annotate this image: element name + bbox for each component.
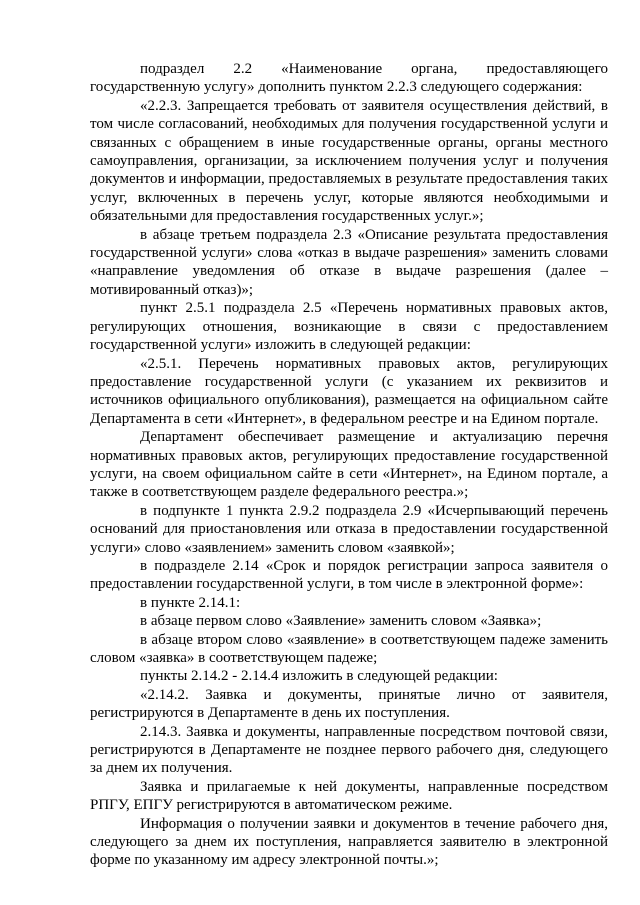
paragraph: «2.2.3. Запрещается требовать от заявителя осуществления действий, в том числе согласований, необходимых для получения государственной услуги и связанных с обращением в иные государственные органы, органы местного самоуправления, организации, за исключением получения услуг и получения документов и информации, предоставляемых в результате предоставления таких услуг, включенных в перечень услуг, которые являются необходимыми и обязательными для предоставления государственных услуг.»; — [90, 97, 608, 225]
paragraph: 2.14.3. Заявка и документы, направленные посредством почтовой связи, регистрируются в Департаменте не позднее первого рабочего дня, следующего за днем их получения. — [90, 723, 608, 777]
paragraph: в пункте 2.14.1: — [140, 594, 241, 611]
paragraph: «2.14.2. Заявка и документы, принятые лично от заявителя, регистрируются в Департаменте в день их поступления. — [90, 686, 608, 722]
paragraph: в абзаце втором слово «заявление» в соответствующем падеже заменить словом «заявка» в соответствующем падеже; — [90, 631, 608, 666]
paragraph: подраздел 2.2 «Наименование органа, предоставляющего государственную услугу» дополнить пунктом 2.2.3 следующего содержания: — [90, 61, 608, 96]
paragraph: Департамент обеспечивает размещение и актуализацию перечня нормативных правовых актов, регулирующих предоставление государственной услуги, на своем официальном сайте в сети «Интернет», на Едином портале, а также в соответствующем разделе федерального реестра.»; — [90, 429, 608, 501]
paragraph: Информация о получении заявки и документов в течение рабочего дня, следующего за днем их поступления, направляется заявителю в электронной форме по указанному им адресу электронной почты.»; — [90, 815, 608, 869]
paragraph: в подразделе 2.14 «Срок и порядок регистрации запроса заявителя о предоставлении государственной услуги, в том числе в электронной форме»: — [90, 557, 608, 593]
paragraph: в подпункте 1 пункта 2.9.2 подраздела 2.9 «Исчерпывающий перечень оснований для приостановления или отказа в предоставлении государственной услуги» слово «заявлением» заменить словом «заявкой»; — [90, 502, 608, 556]
paragraph: в абзаце третьем подраздела 2.3 «Описание результата предоставления государственной услуги» слова «отказ в выдаче разрешения» заменить словами «направление уведомления об отказе в выдаче разрешения (далее – мотивированный отказ)»; — [90, 226, 608, 298]
paragraph: пункты 2.14.2 - 2.14.4 изложить в следующей редакции: — [140, 668, 498, 685]
paragraph: «2.5.1. Перечень нормативных правовых актов, регулирующих предоставление государственной услуги (с указанием их реквизитов и источников официального опубликования), размещается на официальном сайте Департамента в сети «Интернет», в федеральном реестре и на Едином портале. — [90, 355, 608, 427]
paragraph: в абзаце первом слово «Заявление» заменить словом «Заявка»; — [140, 613, 542, 630]
paragraph: пункт 2.5.1 подраздела 2.5 «Перечень нормативных правовых актов, регулирующих отношения, возникающие в связи с предоставлением государственной услуги» изложить в следующей редакции: — [90, 300, 608, 354]
paragraph: Заявка и прилагаемые к ней документы, направленные посредством РПГУ, ЕПГУ регистрируются в автоматическом режиме. — [90, 778, 608, 814]
